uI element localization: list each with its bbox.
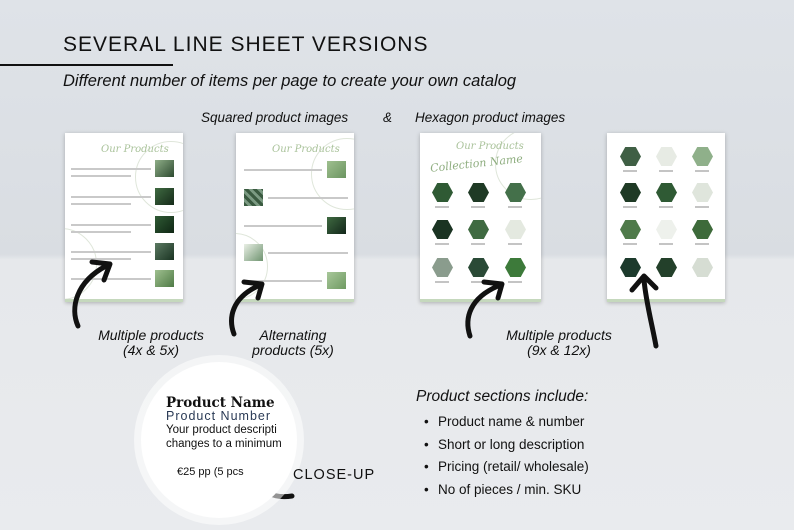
text-placeholder bbox=[659, 206, 673, 208]
hex-product-image bbox=[505, 220, 526, 239]
text-placeholder bbox=[623, 206, 637, 208]
curved-arrow-icon bbox=[624, 272, 664, 350]
text-placeholder bbox=[695, 243, 709, 245]
hex-product-image bbox=[620, 220, 641, 239]
caption-line: (4x & 5x) bbox=[122, 342, 179, 358]
caption-multiple-products-small bbox=[91, 328, 211, 358]
title-underline bbox=[0, 64, 173, 66]
closeup-description bbox=[166, 423, 282, 451]
hex-product-image bbox=[432, 220, 453, 239]
closeup-circle bbox=[141, 362, 297, 518]
hex-product-image bbox=[505, 258, 526, 277]
text-placeholder bbox=[71, 175, 131, 177]
text-placeholder bbox=[623, 243, 637, 245]
product-image bbox=[327, 161, 346, 178]
section-item: • Product name & number bbox=[424, 412, 589, 435]
hex-product-image bbox=[656, 220, 677, 239]
text-placeholder bbox=[71, 251, 151, 253]
caption-line: Multiple products bbox=[506, 327, 612, 343]
product-image bbox=[155, 243, 174, 260]
hex-product-image bbox=[692, 220, 713, 239]
sheet-heading: Our Products bbox=[101, 144, 169, 155]
text-placeholder bbox=[244, 225, 322, 227]
section-item: • Pricing (retail/ wholesale) bbox=[424, 457, 589, 480]
text-placeholder bbox=[244, 169, 322, 171]
sections-heading: Product sections include: bbox=[416, 388, 589, 405]
caption-line: Multiple products bbox=[98, 327, 204, 343]
text-placeholder bbox=[695, 170, 709, 172]
hex-product-image bbox=[692, 258, 713, 277]
text-placeholder bbox=[71, 231, 131, 233]
page-title: SEVERAL LINE SHEET VERSIONS bbox=[63, 33, 429, 56]
product-image bbox=[155, 216, 174, 233]
hex-product-image bbox=[692, 183, 713, 202]
hex-product-image bbox=[692, 147, 713, 166]
text-placeholder bbox=[435, 206, 449, 208]
caption-multiple-products-large bbox=[497, 328, 621, 358]
squared-images-label: Squared product images bbox=[201, 110, 349, 125]
text-placeholder bbox=[435, 243, 449, 245]
hex-product-image bbox=[432, 258, 453, 277]
hex-product-image bbox=[620, 183, 641, 202]
hex-product-image bbox=[656, 147, 677, 166]
sections-list bbox=[424, 412, 589, 502]
text-placeholder bbox=[268, 197, 348, 199]
text-placeholder bbox=[659, 243, 673, 245]
hex-product-image bbox=[432, 183, 453, 202]
product-image bbox=[244, 244, 263, 261]
text-placeholder bbox=[471, 206, 485, 208]
hexagon-images-label: Hexagon product images bbox=[415, 110, 566, 125]
closeup-product-number: Product Number bbox=[166, 409, 272, 423]
caption-line: (9x & 12x) bbox=[527, 342, 591, 358]
product-image bbox=[327, 272, 346, 289]
hex-product-image bbox=[656, 183, 677, 202]
closeup-product-name: Product Name bbox=[166, 395, 275, 411]
section-item: • No of pieces / min. SKU bbox=[424, 480, 589, 503]
product-image bbox=[244, 189, 263, 206]
product-image bbox=[155, 270, 174, 287]
text-placeholder bbox=[435, 281, 449, 283]
product-image bbox=[327, 217, 346, 234]
text-placeholder bbox=[71, 224, 151, 226]
product-image bbox=[155, 188, 174, 205]
sheet-subheading: Collection Name bbox=[429, 152, 524, 175]
text-placeholder bbox=[471, 243, 485, 245]
text-placeholder bbox=[659, 170, 673, 172]
hex-product-image bbox=[468, 183, 489, 202]
text-placeholder bbox=[508, 243, 522, 245]
closeup-description-line: changes to a minimum bbox=[166, 438, 282, 450]
text-placeholder bbox=[623, 170, 637, 172]
curved-arrow-icon bbox=[68, 258, 118, 330]
text-placeholder bbox=[71, 196, 151, 198]
closeup-label: CLOSE-UP bbox=[293, 467, 376, 483]
caption-alternating-products bbox=[238, 328, 348, 358]
sheet-heading: Our Products bbox=[456, 141, 524, 152]
hex-product-image bbox=[468, 220, 489, 239]
page-subtitle: Different number of items per page to create your own catalog bbox=[63, 72, 517, 90]
line-sheet-alternating bbox=[236, 133, 354, 302]
text-placeholder bbox=[71, 168, 151, 170]
closeup-description-line: Your product descripti bbox=[166, 424, 277, 436]
text-placeholder bbox=[268, 252, 348, 254]
line-sheet-hexagon-9x bbox=[420, 133, 541, 302]
hex-product-image bbox=[468, 258, 489, 277]
text-placeholder bbox=[695, 206, 709, 208]
caption-line: products (5x) bbox=[252, 342, 334, 358]
caption-line: Alternating bbox=[259, 327, 327, 343]
hex-product-image bbox=[620, 147, 641, 166]
text-placeholder bbox=[508, 281, 522, 283]
section-item: • Short or long description bbox=[424, 435, 589, 458]
ampersand-label: & bbox=[383, 110, 393, 125]
sheet-heading: Our Products bbox=[272, 144, 340, 155]
closeup-price: €25 pp (5 pcs bbox=[177, 466, 244, 478]
text-placeholder bbox=[508, 206, 522, 208]
text-placeholder bbox=[71, 203, 131, 205]
product-image bbox=[155, 160, 174, 177]
